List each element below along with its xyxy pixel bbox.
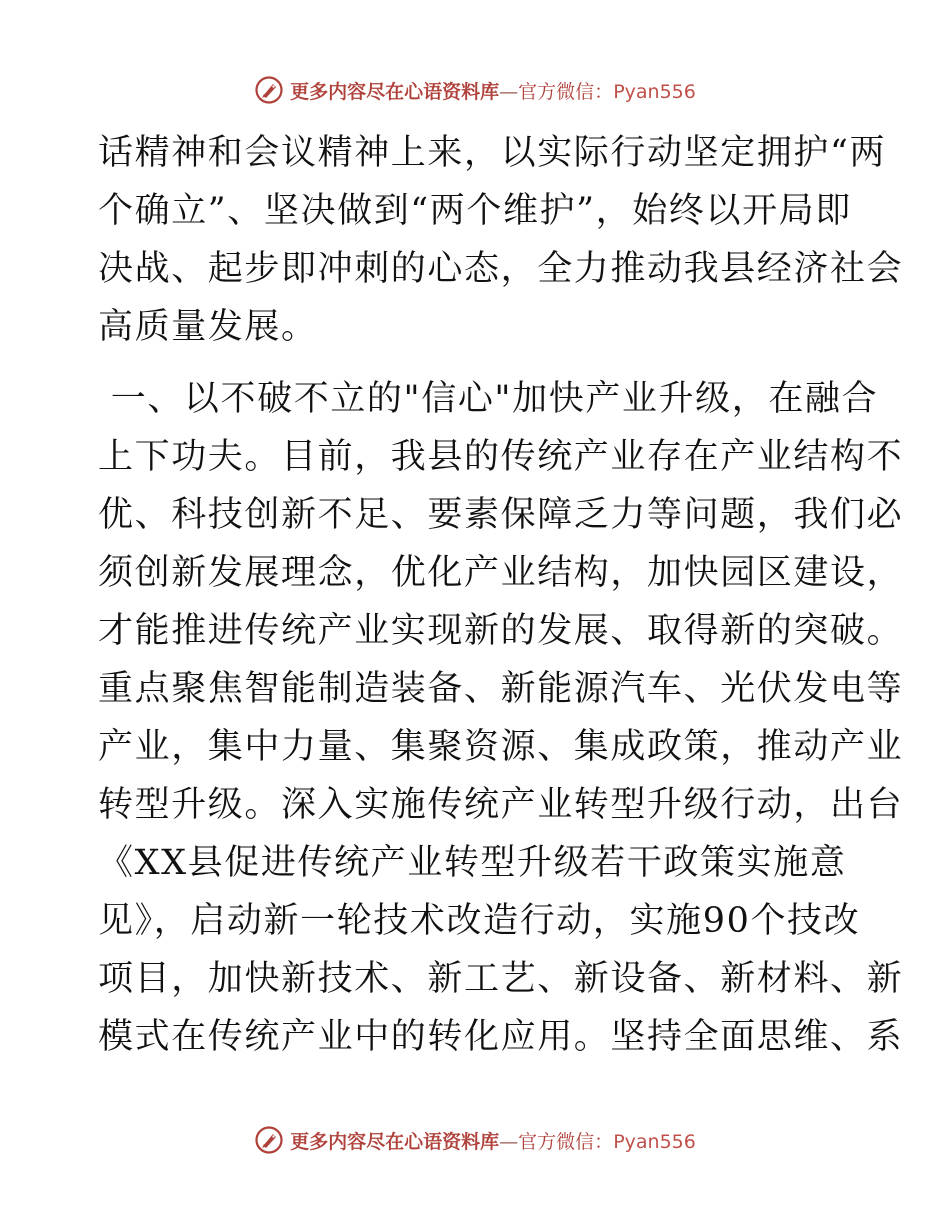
document-body xyxy=(98,124,904,1066)
text-line: 话精神和会议精神上来，以实际行动坚定拥护“两 xyxy=(98,133,887,173)
text-line: 见》，启动新一轮技术改造行动，实施90个技改 xyxy=(98,901,861,941)
pen-nib-circle-icon xyxy=(254,75,284,105)
paragraph xyxy=(98,370,904,1066)
text-line: 上下功夫。目前，我县的传统产业存在产业结构不 xyxy=(98,437,904,477)
watermark-wechat-label: 官方微信： xyxy=(518,1130,614,1153)
watermark-separator: — xyxy=(499,80,519,103)
watermark-brand: 更多内容尽在心语资料库 xyxy=(290,1130,500,1153)
watermark-brand: 更多内容尽在心语资料库 xyxy=(290,80,500,103)
text-line: 产业，集中力量、集聚资源、集成政策，推动产业 xyxy=(98,727,904,767)
section-heading-line: 一、以不破不立的"信心"加快产业升级，在融合 xyxy=(98,379,879,419)
watermark-separator: — xyxy=(499,1130,519,1153)
text-line: 个确立”、坚决做到“两个维护”，始终以开局即 xyxy=(98,191,852,231)
footer-watermark xyxy=(0,1120,950,1160)
text-line: 重点聚焦智能制造装备、新能源汽车、光伏发电等 xyxy=(98,669,904,709)
watermark-wechat-id: Pyan556 xyxy=(613,1130,696,1153)
text-line: 项目，加快新技术、新工艺、新设备、新材料、新 xyxy=(98,959,904,999)
text-line: 《XX县促进传统产业转型升级若干政策实施意 xyxy=(98,843,847,883)
header-watermark xyxy=(0,70,950,110)
watermark-text xyxy=(290,1127,696,1154)
text-line: 模式在传统产业中的转化应用。坚持全面思维、系 xyxy=(98,1017,904,1057)
text-line: 才能推进传统产业实现新的发展、取得新的突破。 xyxy=(98,611,904,651)
paragraph-gap xyxy=(98,356,858,370)
text-line: 须创新发展理念，优化产业结构，加快园区建设， xyxy=(98,553,904,593)
paragraph xyxy=(98,124,904,356)
text-line: 决战、起步即冲刺的心态，全力推动我县经济社会 xyxy=(98,249,904,289)
text-line: 转型升级。深入实施传统产业转型升级行动，出台 xyxy=(98,785,904,825)
watermark-text xyxy=(290,77,696,104)
text-line: 优、科技创新不足、要素保障乏力等问题，我们必 xyxy=(98,495,904,535)
watermark-wechat-label: 官方微信： xyxy=(518,80,614,103)
text-line: 高质量发展。 xyxy=(98,307,318,347)
watermark-wechat-id: Pyan556 xyxy=(613,80,696,103)
pen-nib-circle-icon xyxy=(254,1125,284,1155)
